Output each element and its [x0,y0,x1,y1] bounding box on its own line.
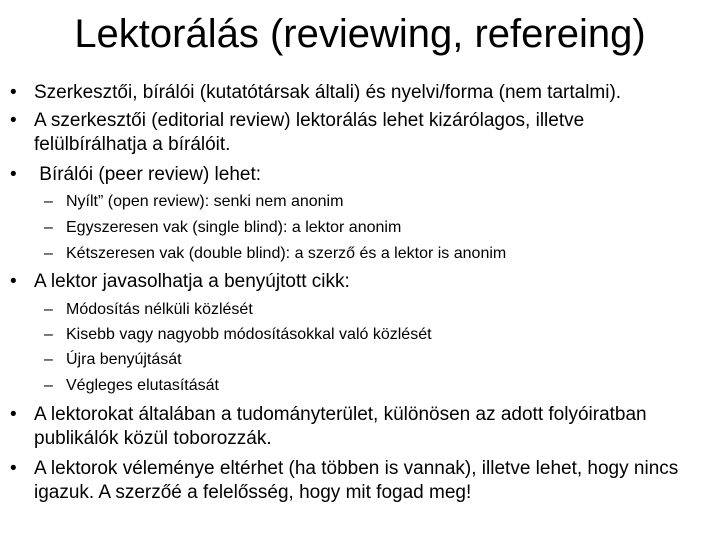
bullet-marker: • [10,458,17,479]
sub-bullet-marker: – [44,301,53,318]
sub-bullet-text: Kétszeresen vak (double blind): a szerző és a lektor is anonim [66,245,507,262]
sub-bullet-text: Egyszeresen vak (single blind): a lektor anonim [66,219,402,236]
bullet-marker: • [10,271,17,292]
bullet-text-continued: igazuk. A szerzőé a felelősség, hogy mit fogad meg! [34,482,472,503]
bullet-text: A lektor javasolhatja a benyújtott cikk: [34,271,350,292]
bullet-text: A szerkesztői (editorial review) lektorálás lehet kizárólagos, illetve [34,110,585,131]
bullet-text-continued: publikálók közül toborozzák. [34,428,272,449]
sub-bullet-marker: – [44,377,53,394]
bullet-text-continued: felülbírálhatja a bírálóit. [34,134,231,155]
bullet-text: A lektorok véleménye eltérhet (ha többen is vannak), illetve lehet, hogy nincs [34,458,679,479]
bullet-text: A lektorokat általában a tudományterület, különösen az adott folyóiratban [34,404,647,425]
sub-bullet-text: Újra benyújtását [66,351,182,368]
sub-bullet-text: Módosítás nélküli közlését [66,301,253,318]
sub-bullet-marker: – [44,245,53,262]
bullet-text: Bírálói (peer review) lehet: [34,164,262,185]
sub-bullet-marker: – [44,351,53,368]
sub-bullet-marker: – [44,219,53,236]
bullet-marker: • [10,164,17,185]
sub-bullet-marker: – [44,193,53,210]
slide-title: Lektorálás (reviewing, refereing) [74,12,646,56]
sub-bullet-text: Végleges elutasítását [66,377,219,394]
bullet-marker: • [10,110,17,131]
bullet-text: Szerkesztői, bírálói (kutatótársak általi) és nyelvi/forma (nem tartalmi). [34,82,622,103]
sub-bullet-text: Kisebb vagy nagyobb módosításokkal való közlését [66,326,432,343]
bullet-marker: • [10,82,17,103]
sub-bullet-marker: – [44,326,53,343]
bullet-marker: • [10,404,17,425]
sub-bullet-text: Nyílt” (open review): senki nem anonim [66,193,344,210]
